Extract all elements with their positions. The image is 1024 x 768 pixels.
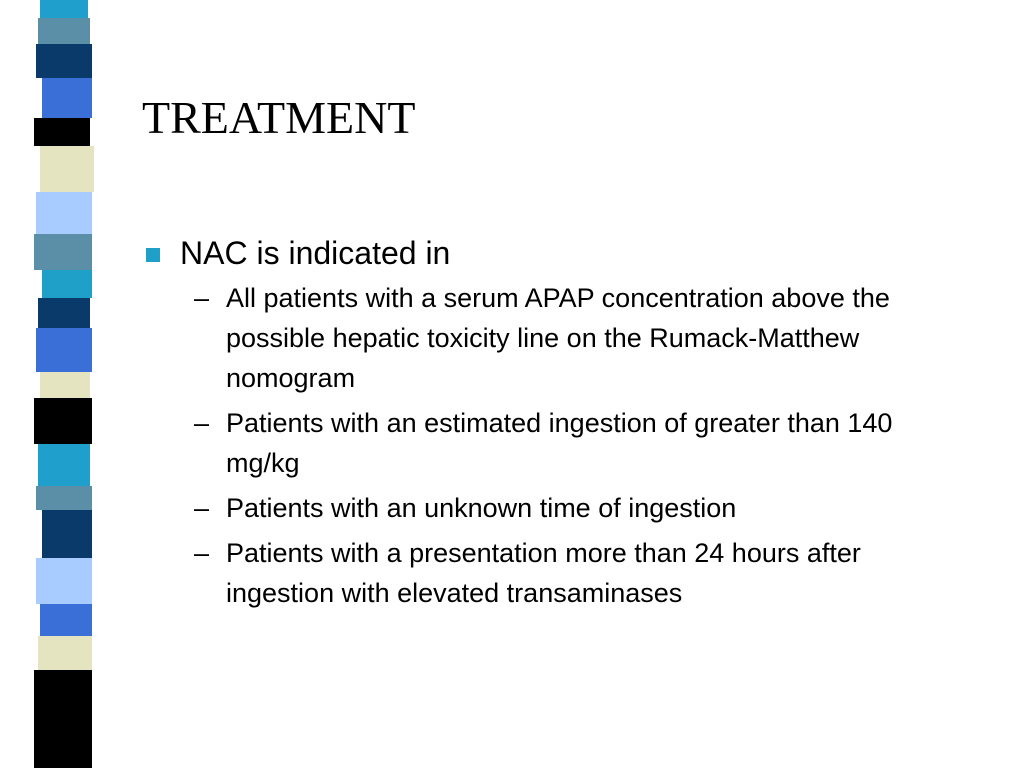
dash-bullet-icon: – bbox=[194, 283, 210, 313]
decorative-stripe bbox=[36, 486, 92, 510]
decorative-stripe bbox=[42, 78, 92, 118]
decorative-stripe bbox=[36, 192, 92, 234]
dash-bullet-icon: – bbox=[194, 538, 210, 568]
sub-bullet-text: Patients with an estimated ingestion of greater than 140 mg/kg bbox=[226, 408, 893, 478]
decorative-stripe bbox=[40, 0, 88, 18]
decorative-stripe bbox=[34, 234, 92, 270]
decorative-stripe bbox=[42, 270, 92, 298]
sub-bullet bbox=[194, 278, 1000, 398]
slide-title: TREATMENT bbox=[142, 92, 416, 143]
decorative-stripe bbox=[34, 670, 92, 768]
decorative-stripe bbox=[40, 372, 90, 398]
decorative-stripe bbox=[38, 444, 90, 486]
bullet-level1 bbox=[140, 232, 1000, 274]
sub-bullet bbox=[194, 488, 1000, 528]
dash-bullet-icon: – bbox=[194, 493, 210, 523]
dash-bullet-icon: – bbox=[194, 408, 210, 438]
decorative-stripe bbox=[40, 146, 94, 192]
sub-bullet bbox=[194, 533, 1000, 613]
decorative-stripe bbox=[42, 510, 92, 558]
sub-bullet-text: All patients with a serum APAP concentration above the possible hepatic toxicity line on the Rumack-Matthew nomogram bbox=[226, 283, 890, 393]
decorative-stripe bbox=[36, 558, 92, 604]
decorative-stripe bbox=[36, 328, 92, 372]
decorative-stripe bbox=[38, 18, 90, 44]
sub-bullet bbox=[194, 403, 1000, 483]
sub-bullet-list bbox=[140, 278, 1000, 613]
sub-bullet-text: Patients with a presentation more than 24 hours after ingestion with elevated transaminases bbox=[226, 538, 861, 608]
slide-body bbox=[140, 232, 1000, 618]
decorative-stripe bbox=[38, 636, 92, 670]
decorative-stripe bbox=[38, 298, 90, 328]
decorative-stripe-column bbox=[34, 0, 100, 768]
decorative-stripe bbox=[40, 604, 92, 636]
decorative-stripe bbox=[36, 44, 92, 78]
decorative-stripe bbox=[34, 118, 90, 146]
bullet-text: NAC is indicated in bbox=[180, 235, 451, 271]
decorative-stripe bbox=[34, 398, 92, 444]
sub-bullet-text: Patients with an unknown time of ingestion bbox=[226, 493, 737, 523]
square-bullet-icon bbox=[146, 248, 160, 262]
